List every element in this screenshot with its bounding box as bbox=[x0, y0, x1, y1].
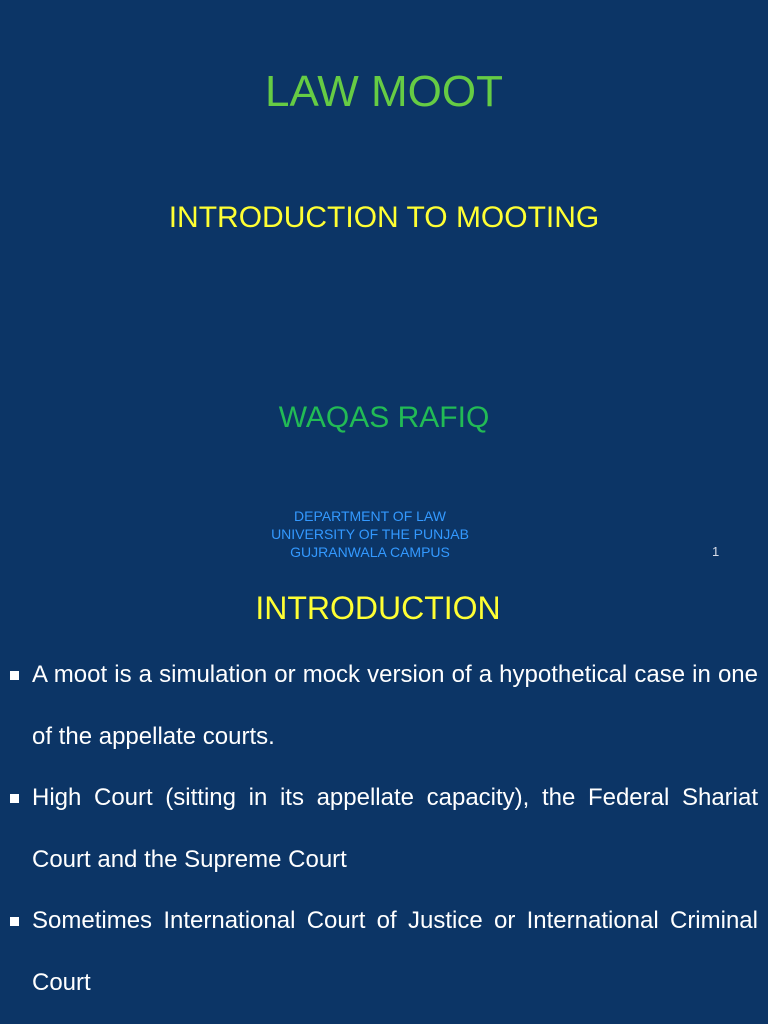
affiliation-block bbox=[0, 507, 740, 561]
bullet-text: High Court (sitting in its appellate capacity), the Federal Shariat Court and the Supreme Court bbox=[32, 784, 758, 873]
section-title: INTRODUCTION bbox=[255, 590, 501, 626]
bullet-text: Sometimes International Court of Justice or International Criminal Court bbox=[32, 907, 758, 996]
slide-subtitle: INTRODUCTION TO MOOTING bbox=[168, 201, 600, 234]
affiliation-university: UNIVERSITY OF THE PUNJAB bbox=[271, 526, 469, 542]
list-item bbox=[0, 890, 768, 1013]
square-bullet-icon bbox=[10, 794, 19, 803]
list-item bbox=[0, 767, 768, 890]
slide-title: LAW MOOT bbox=[265, 67, 503, 116]
affiliation-campus: GUJRANWALA CAMPUS bbox=[290, 544, 450, 560]
page-number: 1 bbox=[712, 544, 720, 559]
bullet-text: A moot is a simulation or mock version of a hypothetical case in one of the appellate courts. bbox=[32, 661, 758, 750]
bullet-list bbox=[0, 660, 768, 1013]
list-item bbox=[0, 644, 768, 767]
introduction-slide bbox=[0, 576, 768, 1024]
affiliation-department: DEPARTMENT OF LAW bbox=[294, 508, 446, 524]
author-name: WAQAS RAFIQ bbox=[278, 401, 490, 434]
square-bullet-icon bbox=[10, 671, 19, 680]
square-bullet-icon bbox=[10, 917, 19, 926]
